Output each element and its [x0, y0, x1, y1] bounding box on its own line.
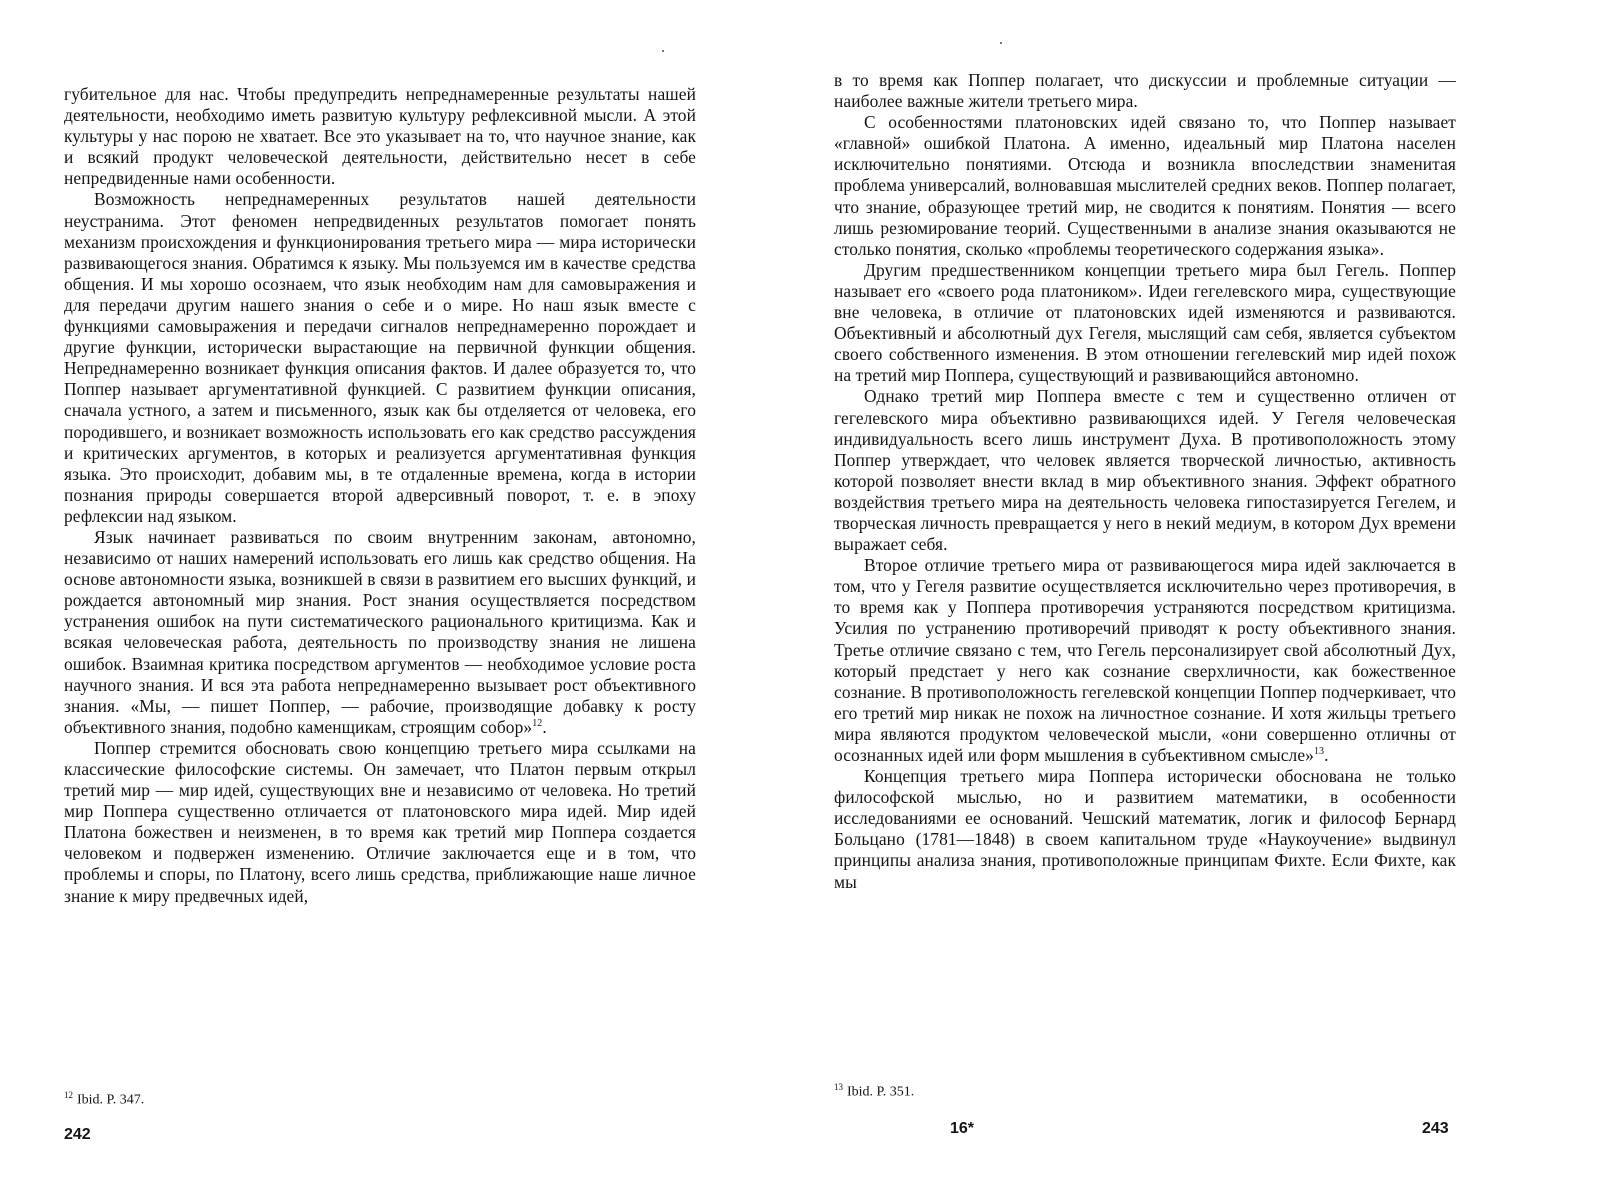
scan-speck — [662, 50, 664, 52]
right-paragraph-3: Другим предшественником концепции третьего мира был Гегель. Поппер называет его «своего рода платоником». Идеи гегелевского мира, существующие вне человека, в отличие от платоновских идей изменяются и развиваются. Объективный и абсолютный дух Гегеля, мыслящий сам себя, является субъектом своего собственного изменения. В этом отношении гегелевский мир идей похож на третий мир Поппера, существующий и развивающийся автономно. — [834, 259, 1456, 386]
right-paragraph-5: Второе отличие третьего мира от развивающегося мира идей заключается в том, что у Гегеля развитие осуществляется исключительно через противоречия, в то время как у Поппера противоречия устраняются посредством критицизма. Усилия по устранению противоречий приводят к росту объективного знания. Третье отличие связано с тем, что Гегель персонализирует свой абсолютный Дух, который предстает у него как сознание сверхличности, как божественное сознание. В противоположность гегелевской концепции Поппер подчеркивает, что его третий мир никак не похож на личностное сознание. И хотя жильцы третьего мира являются продуктом человеческой мысли, «они совершенно отличны от осознанных идей или форм мышления в субъективном смысле»$^{13}$. — [834, 555, 1456, 765]
right-paragraph-4: Однако третий мир Поппера вместе с тем и существенно отличен от гегелевского мира объективно развивающихся идей. У Гегеля человеческая индивидуальность всего лишь инструмент Духа. В противоположность этому Поппер утверждает, что человек является творческой личностью, активность которой позволяет внести вклад в мир объективного знания. Эффект обратного воздействия третьего мира на деятельность человека гипостазируется Гегелем, и творческая личность превращается у него в некий медиум, в котором Дух времени выражает себя. — [834, 386, 1456, 555]
left-paragraph-2: Возможность непреднамеренных результатов нашей деятельности неустранима. Этот феномен непредвиденных результатов помогает понять механизм происхождения и функционирования третьего мира — мира исторически развивающегося знания. Обратимся к языку. Мы пользуемся им в качестве средства общения. И мы хорошо осознаем, что язык необходим нам для самовыражения и для передачи другим нашего знания о себе и о мире. Но наш язык вместе с функциями самовыражения и передачи сигналов непреднамеренно порождает и другие функции, исторически вырастающие на первичной функции общения. Непреднамеренно возникает функция описания фактов. И далее образуется то, что Поппер называет аргументативной функцией. С развитием функции описания, сначала устного, а затем и письменного, язык как бы отделяется от человека, его породившего, и возникает возможность использовать его как средство рассуждения и критических аргументов, в которых и реализуется аргументативная функция языка. Это происходит, добавим мы, в те отдаленные времена, когда в истории познания природы совершается второй адверсивный поворот, т. е. в эпоху рефлексии над языком. — [64, 189, 696, 526]
right-page — [800, 0, 1604, 1184]
right-paragraph-2: С особенностями платоновских идей связано то, что Поппер называет «главной» ошибкой Платона. А именно, идеальный мир Платона населен исключительно понятиями. Отсюда и возникла впоследствии знаменитая проблема универсалий, волновавшая мыслителей средних веков. Поппер полагает, что знание, образующее третий мир, не сводится к понятиям. Понятия — всего лишь резюмирование теорий. Существенными в анализе знания оказываются не столько понятия, сколько «проблемы теоретического содержания языка». — [834, 112, 1456, 259]
page-number-left: 242 — [64, 1126, 91, 1143]
page-number-right: 243 — [1422, 1120, 1449, 1137]
signature-mark: 16* — [950, 1120, 975, 1137]
right-text-column — [834, 70, 1456, 893]
footnote-ref-13: 13 — [1313, 746, 1325, 758]
left-text-column — [64, 84, 696, 907]
left-paragraph-3: Язык начинает развиваться по своим внутренним законам, автономно, независимо от наших намерений использовать его лишь как средство общения. На основе автономности языка, возникшей в связи в развитием его высших функций, и рождается автономный мир знания. Рост знания осуществляется посредством устранения ошибок на пути систематического рационального критицизма. Как и всякая человеческая работа, деятельность по производству знания не лишена ошибок. Взаимная критика посредством аргументов — необходимое условие роста научного знания. И вся эта работа непреднамеренно вызывает рост объективного знания. «Мы, — пишет Поппер, — рабочие, производящие добавку к росту объективного знания, подобно каменщикам, строящим собор»$^{12}$. — [64, 526, 696, 737]
right-paragraph-6: Концепция третьего мира Поппера исторически обоснована не только философской мыслью, но и развитием математики, в особенности исследованиями ее оснований. Чешский математик, логик и философ Бернард Больцано (1781—1848) в своем капитальном труде «Наукоучение» выдвинул принципы анализа знания, противоположные принципам Фихте. Если Фихте, как мы — [834, 766, 1456, 892]
left-paragraph-4: Поппер стремится обосновать свою концепцию третьего мира ссылками на классические философские системы. Он замечает, что Платон первым открыл третий мир — мир идей, существующих вне и независимо от человека. Но третий мир Поппера существенно отличается от платоновского мира идей. Мир идей Платона божествен и неизменен, в то время как третий мир Поппера создается человеком и подвержен изменению. Отличие заключается еще и в том, что проблемы и споры, по Платону, всего лишь средства, приближающие наше личное знание к миру предвечных идей, — [64, 737, 696, 906]
scan-speck — [1000, 42, 1002, 44]
left-page — [0, 0, 800, 1184]
footnote-ref-12: 12 — [532, 718, 543, 730]
footnote-13: $^{13}$ Ibid. P. 351. — [834, 1082, 915, 1100]
right-paragraph-1: в то время как Поппер полагает, что дискуссии и проблемные ситуации — наиболее важные жители третьего мира. — [834, 70, 1456, 112]
left-paragraph-1: губительное для нас. Чтобы предупредить непреднамеренные результаты нашей деятельности, необходимо иметь развитую культуру рефлексивной мысли. А этой культуры у нас порою не хватает. Все это указывает на то, что научное знание, как и всякий продукт человеческой деятельности, действительно несет в себе непредвиденные нами особенности. — [64, 84, 696, 189]
footnote-12: $^{12}$ Ibid. P. 347. — [64, 1090, 145, 1108]
